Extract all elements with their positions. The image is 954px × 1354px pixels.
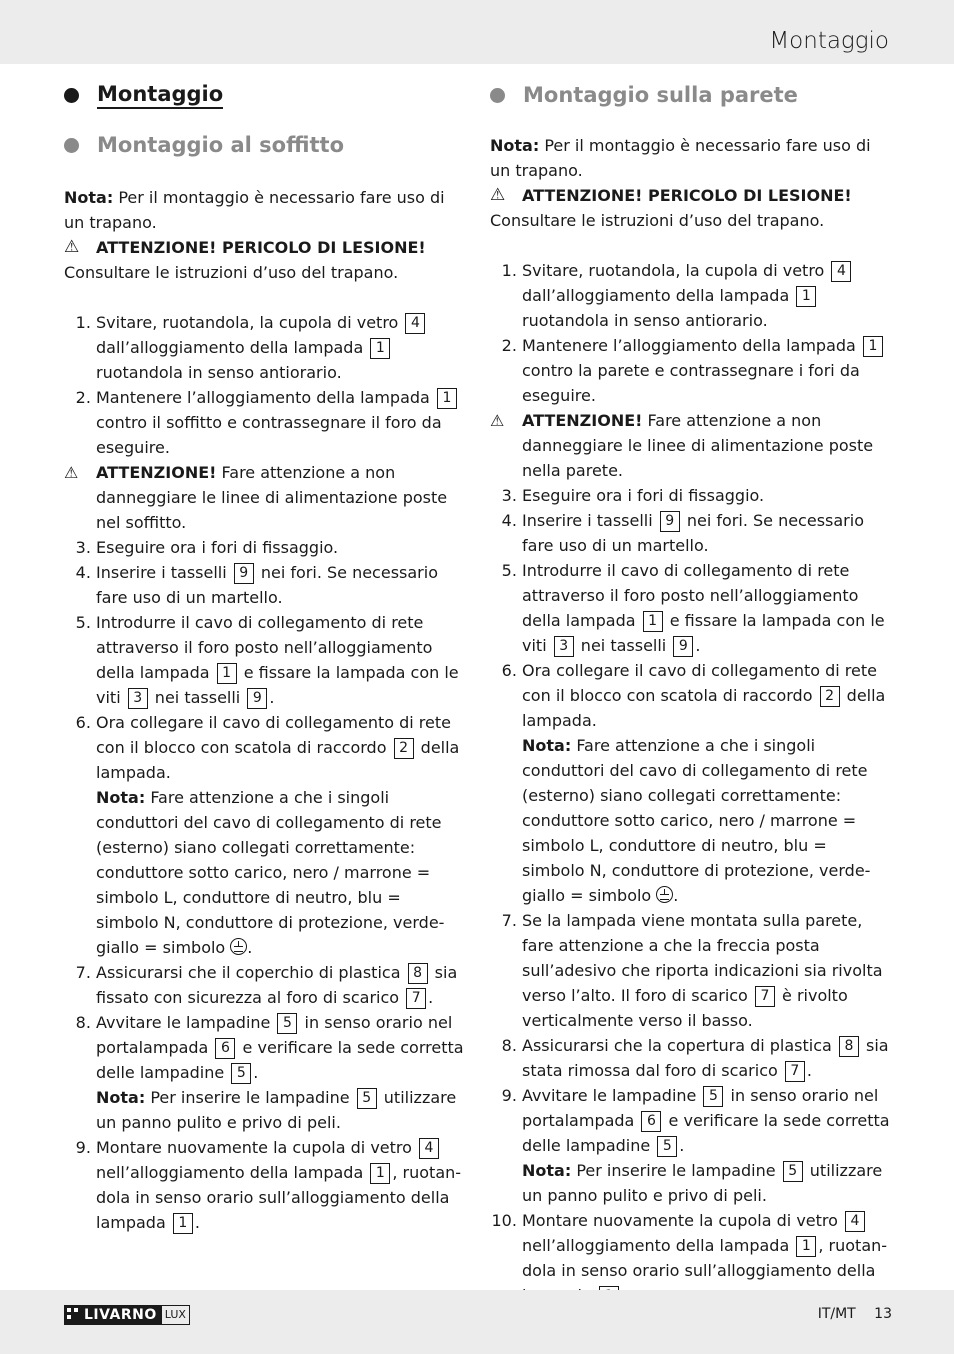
note-paragraph: Nota: Per il montaggio è necessario fare uso di un trapano. bbox=[490, 136, 871, 180]
warning-triangle-icon: ⚠ bbox=[490, 411, 505, 430]
part-reference-box: 1 bbox=[370, 338, 390, 359]
step-text: Avvitare le lampadine 5 in senso orario nel portalampada 6 e verificare la sede corretta delle lampadine 5 . Nota: Per inserire le lampadine 5 utilizzare un panno pulito e privo di peli. bbox=[96, 1013, 464, 1132]
step-text: Eseguire ora i fori di fissaggio. bbox=[96, 538, 339, 557]
part-reference-box: 1 bbox=[437, 388, 457, 409]
warning-text: Consultare le istruzioni d’uso del trapano. bbox=[490, 211, 825, 230]
note-paragraph: Nota: Per il montaggio è necessario fare uso di un trapano. bbox=[64, 188, 445, 232]
step-text: Avvitare le lampadine 5 in senso orario nel portalampada 6 e verificare la sede corretta delle lampadine 5 . Nota: Per inserire le lampadine 5 utilizzare un panno pulito e privo di peli. bbox=[522, 1086, 890, 1205]
bold-label: Nota: bbox=[96, 1088, 146, 1107]
step-text: Assicurarsi che la copertura di plastica 8 sia stata rimossa dal foro di scarico 7 . bbox=[522, 1036, 889, 1080]
part-reference-box: 2 bbox=[820, 686, 840, 707]
step-number: 1. bbox=[501, 261, 522, 280]
step-text: Svitare, ruotandola, la cupola di vetro 4 dall’alloggiamento della lampada 1 ruotandola in senso antiorario. bbox=[522, 258, 890, 333]
list-item bbox=[490, 408, 890, 483]
step-text: Assicurarsi che il coperchio di plastica 8 sia fissato con sicurezza al foro di scarico 7 . bbox=[96, 963, 458, 1007]
step-number: 4. bbox=[501, 511, 522, 530]
step-number: 8. bbox=[75, 1013, 96, 1032]
bold-label: ATTENZIONE! bbox=[96, 463, 217, 482]
part-reference-box: 7 bbox=[755, 986, 775, 1007]
bullet-icon bbox=[64, 88, 79, 103]
logo-mark-icon bbox=[64, 1305, 81, 1325]
part-reference-box: 7 bbox=[785, 1061, 805, 1082]
step-number: 5. bbox=[75, 613, 96, 632]
step-text: Introdurre il cavo di collegamento di rete attraverso il foro posto nell’alloggiamento della lampada 1 e fissare la lampada con le viti 3 nei tasselli 9 . bbox=[96, 613, 459, 707]
part-reference-box: 6 bbox=[215, 1038, 235, 1059]
part-reference-box: 8 bbox=[408, 963, 428, 984]
ground-symbol-icon bbox=[656, 886, 673, 903]
part-reference-box: 2 bbox=[394, 738, 414, 759]
part-reference-box: 1 bbox=[863, 336, 883, 357]
step-text: Eseguire ora i fori di fissaggio. bbox=[522, 486, 765, 505]
part-reference-box: 4 bbox=[845, 1211, 865, 1232]
step-number: 3. bbox=[75, 538, 96, 557]
step-number: 1. bbox=[75, 313, 96, 332]
locale-code: IT/MT bbox=[817, 1306, 856, 1322]
part-reference-box: 9 bbox=[234, 563, 254, 584]
list-item bbox=[490, 483, 890, 508]
list-item bbox=[490, 1033, 890, 1083]
part-reference-box: 5 bbox=[231, 1063, 251, 1084]
step-number: 2. bbox=[75, 388, 96, 407]
step-text: Ora collegare il cavo di collegamento di rete con il blocco con scatola di raccordo 2 della lampada. Nota: Fare attenzione a che i singoli conduttori del cavo di collegamento di rete (esterno) siano collegati correttamente: conduttore sotto carico, nero / marrone = simbolo L, conduttore di neutro, blu = simbolo N, conduttore di protezione, verde-giallo = simbolo . bbox=[96, 713, 460, 957]
step-text: Ora collegare il cavo di collegamento di rete con il blocco con scatola di raccordo 2 della lampada. Nota: Fare attenzione a che i singoli conduttori del cavo di collegamento di rete (esterno) siano collegati correttamente: conduttore sotto carico, nero / marrone = simbolo L, conduttore di neutro, blu = simbolo N, conduttore di protezione, verde-giallo = simbolo . bbox=[522, 661, 886, 905]
step-number: 5. bbox=[501, 561, 522, 580]
section-heading-montaggio: Montaggio bbox=[64, 78, 464, 112]
step-text: Introdurre il cavo di collegamento di rete attraverso il foro posto nell’alloggiamento della lampada 1 e fissare la lampada con le viti 3 nei tasselli 9 . bbox=[522, 561, 885, 655]
step-text: ATTENZIONE! Fare attenzione a non danneggiare le linee di alimentazione poste nel soffitto. bbox=[96, 463, 448, 532]
step-number: 7. bbox=[501, 911, 522, 930]
ground-symbol-icon bbox=[230, 938, 247, 955]
step-list bbox=[64, 310, 464, 1235]
list-item bbox=[490, 558, 890, 658]
list-item bbox=[64, 535, 464, 560]
step-number: 3. bbox=[501, 486, 522, 505]
brand-logo: LIVARNO LUX bbox=[64, 1305, 190, 1325]
list-item bbox=[64, 610, 464, 710]
warning-text: Consultare le istruzioni d’uso del trapano. bbox=[64, 263, 399, 282]
list-item bbox=[64, 960, 464, 1010]
part-reference-box: 1 bbox=[173, 1213, 193, 1234]
part-reference-box: 9 bbox=[247, 688, 267, 709]
part-reference-box: 1 bbox=[370, 1163, 390, 1184]
list-item bbox=[490, 908, 890, 1033]
part-reference-box: 9 bbox=[660, 511, 680, 532]
part-reference-box: 7 bbox=[406, 988, 426, 1009]
bullet-icon bbox=[490, 88, 505, 103]
step-number: 9. bbox=[75, 1138, 96, 1157]
part-reference-box: 5 bbox=[783, 1161, 803, 1182]
list-item bbox=[490, 258, 890, 333]
bold-label: Nota: bbox=[96, 788, 146, 807]
list-item bbox=[64, 710, 464, 960]
part-reference-box: 5 bbox=[357, 1088, 377, 1109]
step-text: Montare nuovamente la cupola di vetro 4 nell’alloggiamento della lampada 1 , ruotandola in senso orario sull’alloggiamento della lampada 1 . bbox=[96, 1138, 462, 1232]
part-reference-box: 4 bbox=[831, 261, 851, 282]
step-text: Svitare, ruotandola, la cupola di vetro 4 dall’alloggiamento della lampada 1 ruotandola in senso antiorario. bbox=[96, 310, 464, 385]
list-item bbox=[64, 1135, 464, 1235]
step-number: 10. bbox=[491, 1211, 522, 1230]
subsection-heading-parete: Montaggio sulla parete bbox=[490, 78, 890, 112]
part-reference-box: 1 bbox=[796, 1236, 816, 1257]
warning-triangle-icon: ⚠ bbox=[64, 463, 79, 482]
step-text: Se la lampada viene montata sulla parete, fare attenzione a che la freccia posta sull’adesivo che riporta indicazioni sia rivolta verso l’alto. Il foro di scarico 7 è rivolto verticalmente verso il basso. bbox=[522, 911, 883, 1030]
part-reference-box: 9 bbox=[673, 636, 693, 657]
step-text: Inserire i tasselli 9 nei fori. Se necessario fare uso di un martello. bbox=[522, 511, 864, 555]
step-number: 6. bbox=[75, 713, 96, 732]
subsection-heading-soffitto: Montaggio al soffitto bbox=[64, 128, 464, 162]
part-reference-box: 4 bbox=[419, 1138, 439, 1159]
list-item bbox=[490, 1083, 890, 1208]
step-number: 6. bbox=[501, 661, 522, 680]
part-reference-box: 8 bbox=[839, 1036, 859, 1057]
step-text: Montare nuovamente la cupola di vetro 4 nell’alloggiamento della lampada 1 , ruotandola in senso orario sull’alloggiamento della bbox=[522, 1208, 890, 1308]
bold-label: Nota: bbox=[522, 1161, 572, 1180]
warning-triangle-icon: ⚠ bbox=[64, 237, 80, 257]
list-item bbox=[490, 658, 890, 908]
part-reference-box: 1 bbox=[643, 611, 663, 632]
part-reference-box: 5 bbox=[703, 1086, 723, 1107]
page-footer-info bbox=[804, 1306, 892, 1322]
list-item bbox=[490, 508, 890, 558]
page-header-title: Montaggio bbox=[769, 28, 889, 54]
left-column bbox=[64, 78, 464, 1235]
step-text: Mantenere l’alloggiamento della lampada 1 contro il soffitto e contrassegnare il foro da eseguire. bbox=[96, 385, 464, 460]
page-number: 13 bbox=[874, 1306, 892, 1322]
step-number: 9. bbox=[501, 1086, 522, 1105]
list-item bbox=[64, 560, 464, 610]
bold-label: Nota: bbox=[522, 736, 572, 755]
list-item bbox=[490, 333, 890, 408]
bullet-icon bbox=[64, 138, 79, 153]
part-reference-box: 6 bbox=[641, 1111, 661, 1132]
part-reference-box: 4 bbox=[405, 313, 425, 334]
list-item bbox=[64, 1010, 464, 1135]
step-number: 4. bbox=[75, 563, 96, 582]
step-list bbox=[490, 258, 890, 1308]
list-item bbox=[64, 310, 464, 385]
part-reference-box: 3 bbox=[128, 688, 148, 709]
list-item bbox=[64, 460, 464, 535]
right-column bbox=[490, 78, 890, 1308]
step-text: ATTENZIONE! Fare attenzione a non danneggiare le linee di alimentazione poste nella parete. bbox=[522, 411, 874, 480]
part-reference-box: 5 bbox=[277, 1013, 297, 1034]
warning-line: ⚠ ATTENZIONE! PERICOLO DI LESIONE! bbox=[490, 183, 890, 208]
list-item bbox=[64, 385, 464, 460]
warning-line: ⚠ ATTENZIONE! PERICOLO DI LESIONE! bbox=[64, 235, 464, 260]
step-number: 8. bbox=[501, 1036, 522, 1055]
part-reference-box: 3 bbox=[554, 636, 574, 657]
part-reference-box: 1 bbox=[796, 286, 816, 307]
page-header-bar bbox=[0, 0, 954, 64]
bold-label: ATTENZIONE! bbox=[522, 411, 643, 430]
step-text: Inserire i tasselli 9 nei fori. Se necessario fare uso di un martello. bbox=[96, 563, 438, 607]
step-number: 7. bbox=[75, 963, 96, 982]
part-reference-box: 5 bbox=[657, 1136, 677, 1157]
step-number: 2. bbox=[501, 336, 522, 355]
step-text: Mantenere l’alloggiamento della lampada 1 contro la parete e contrassegnare i fori da eseguire. bbox=[522, 333, 890, 408]
warning-triangle-icon: ⚠ bbox=[490, 185, 506, 205]
part-reference-box: 1 bbox=[217, 663, 237, 684]
